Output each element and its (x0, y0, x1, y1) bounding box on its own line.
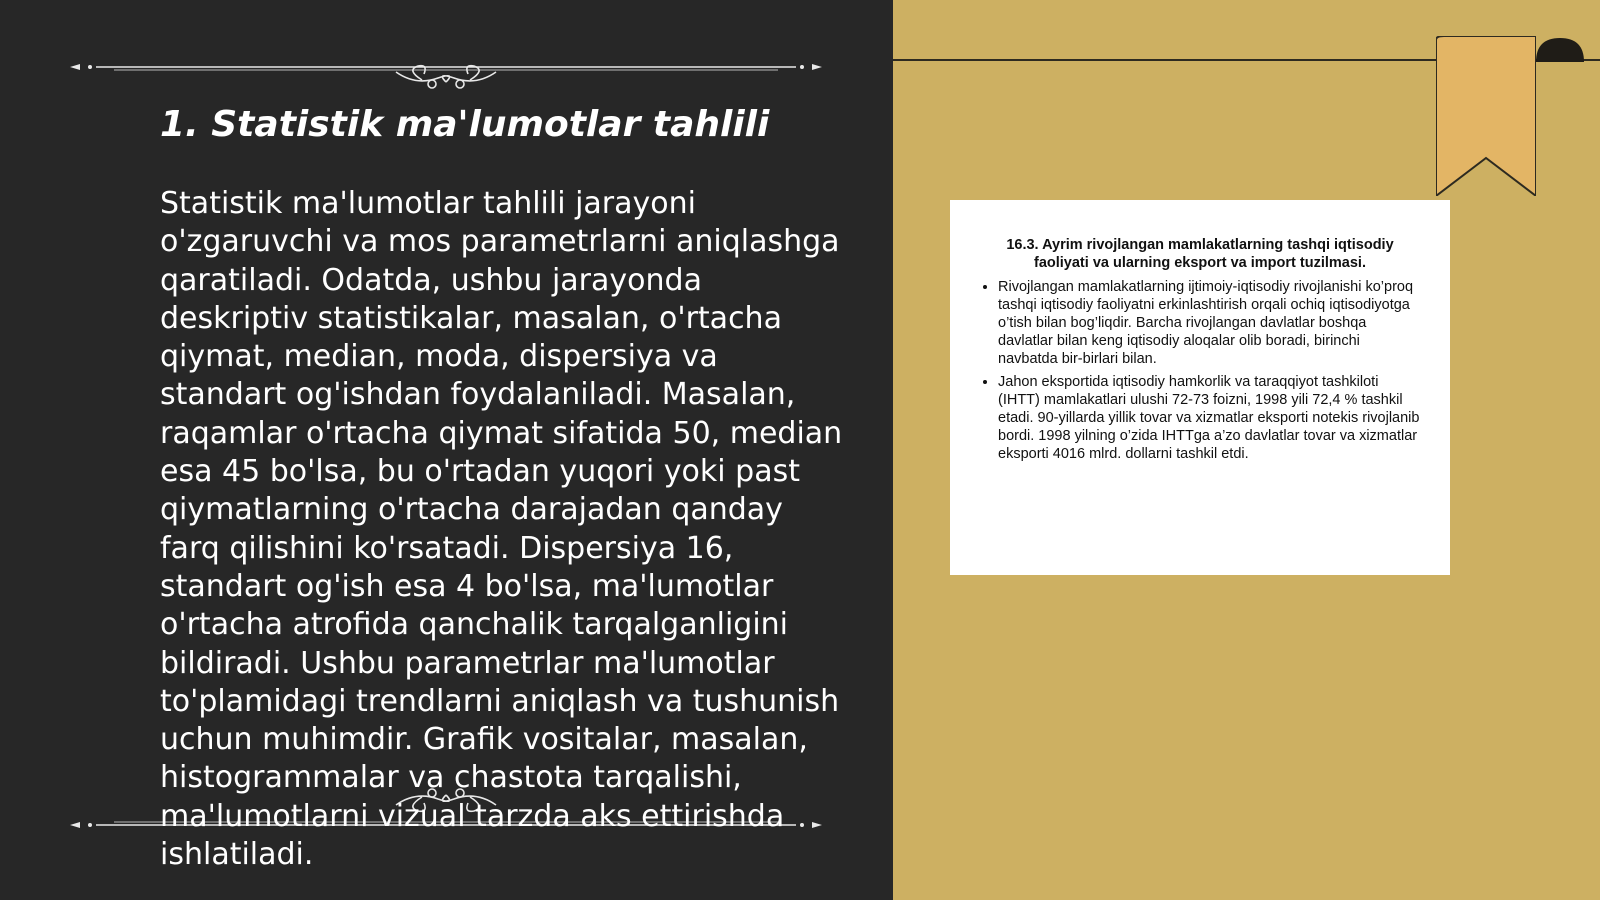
flourish-divider-icon (66, 42, 826, 92)
slide-body-text: Statistik ma'lumotlar tahlili jarayoni o'zgaruvchi va mos parametrlarni aniqlashga qaratiladi. Odatda, ushbu jarayonda deskriptiv statistikalar, masalan, o'rtacha qiymat, median, moda, dispersiya va standart og'ishdan foydalaniladi. Masalan, raqamlar o'rtacha qiymat sifatida 50, median esa 45 bo'lsa, bu o'rtadan yuqori yoki past qiymatlarning o'rtacha darajadan qanday farq qilishini ko'rsatadi. Dispersiya 16, standart og'ish esa 4 bo'lsa, ma'lumotlar o'rtacha atrofida qanchalik tarqalganligini bildiradi. Ushbu parametrlar ma'lumotlar to'plamidagi trendlarni aniqlash va tushunish uchun muhimdir. Grafik vositalar, masalan, histogrammalar va chastota tarqalishi, ma'lumotlarni vizual tarzda aks ettirishda ishlatiladi. (160, 186, 843, 873)
ribbon-curl-icon (1534, 36, 1586, 64)
slide-title: 1. Statistik ma'lumotlar tahlili (160, 104, 770, 145)
card-bullet-list (980, 278, 1420, 463)
bookmark-ribbon-icon (1436, 36, 1536, 196)
card-bullet: • Rivojlangan mamlakatlarning ijtimoiy-iqtisodiy rivojlanishi ko’proq tashqi iqtisodiy faoliyatni erkinlashtirish orqali ochiq iqtisodiyotga o’tish bilan bog’liqdir. Barcha rivojlangan davlatlar boshqa davlatlar bilan keng iqtisodiy aloqalar olib boradi, birinchi navbatda bir-birlari bilan. (998, 278, 1420, 368)
card-bullet: • Jahon eksportida iqtisodiy hamkorlik va taraqqiyot tashkiloti (IHTT) mamlakatlari ulushi 72-73 foizni, 1998 yili 72,4 % tashkil etadi. 90-yillarda yillik tovar va xizmatlar eksporti notekis rivojlanib bordi. 1998 yilning o’zida IHTTga a’zo davlatlar tovar va xizmatlar eksporti 4016 mlrd. dollarni tashkil etdi. (998, 373, 1420, 463)
card-title: 16.3. Ayrim rivojlangan mamlakatlarning tashqi iqtisodiy faoliyati va ularning eksport va import tuzilmasi. (1006, 237, 1394, 271)
info-card (950, 200, 1450, 575)
